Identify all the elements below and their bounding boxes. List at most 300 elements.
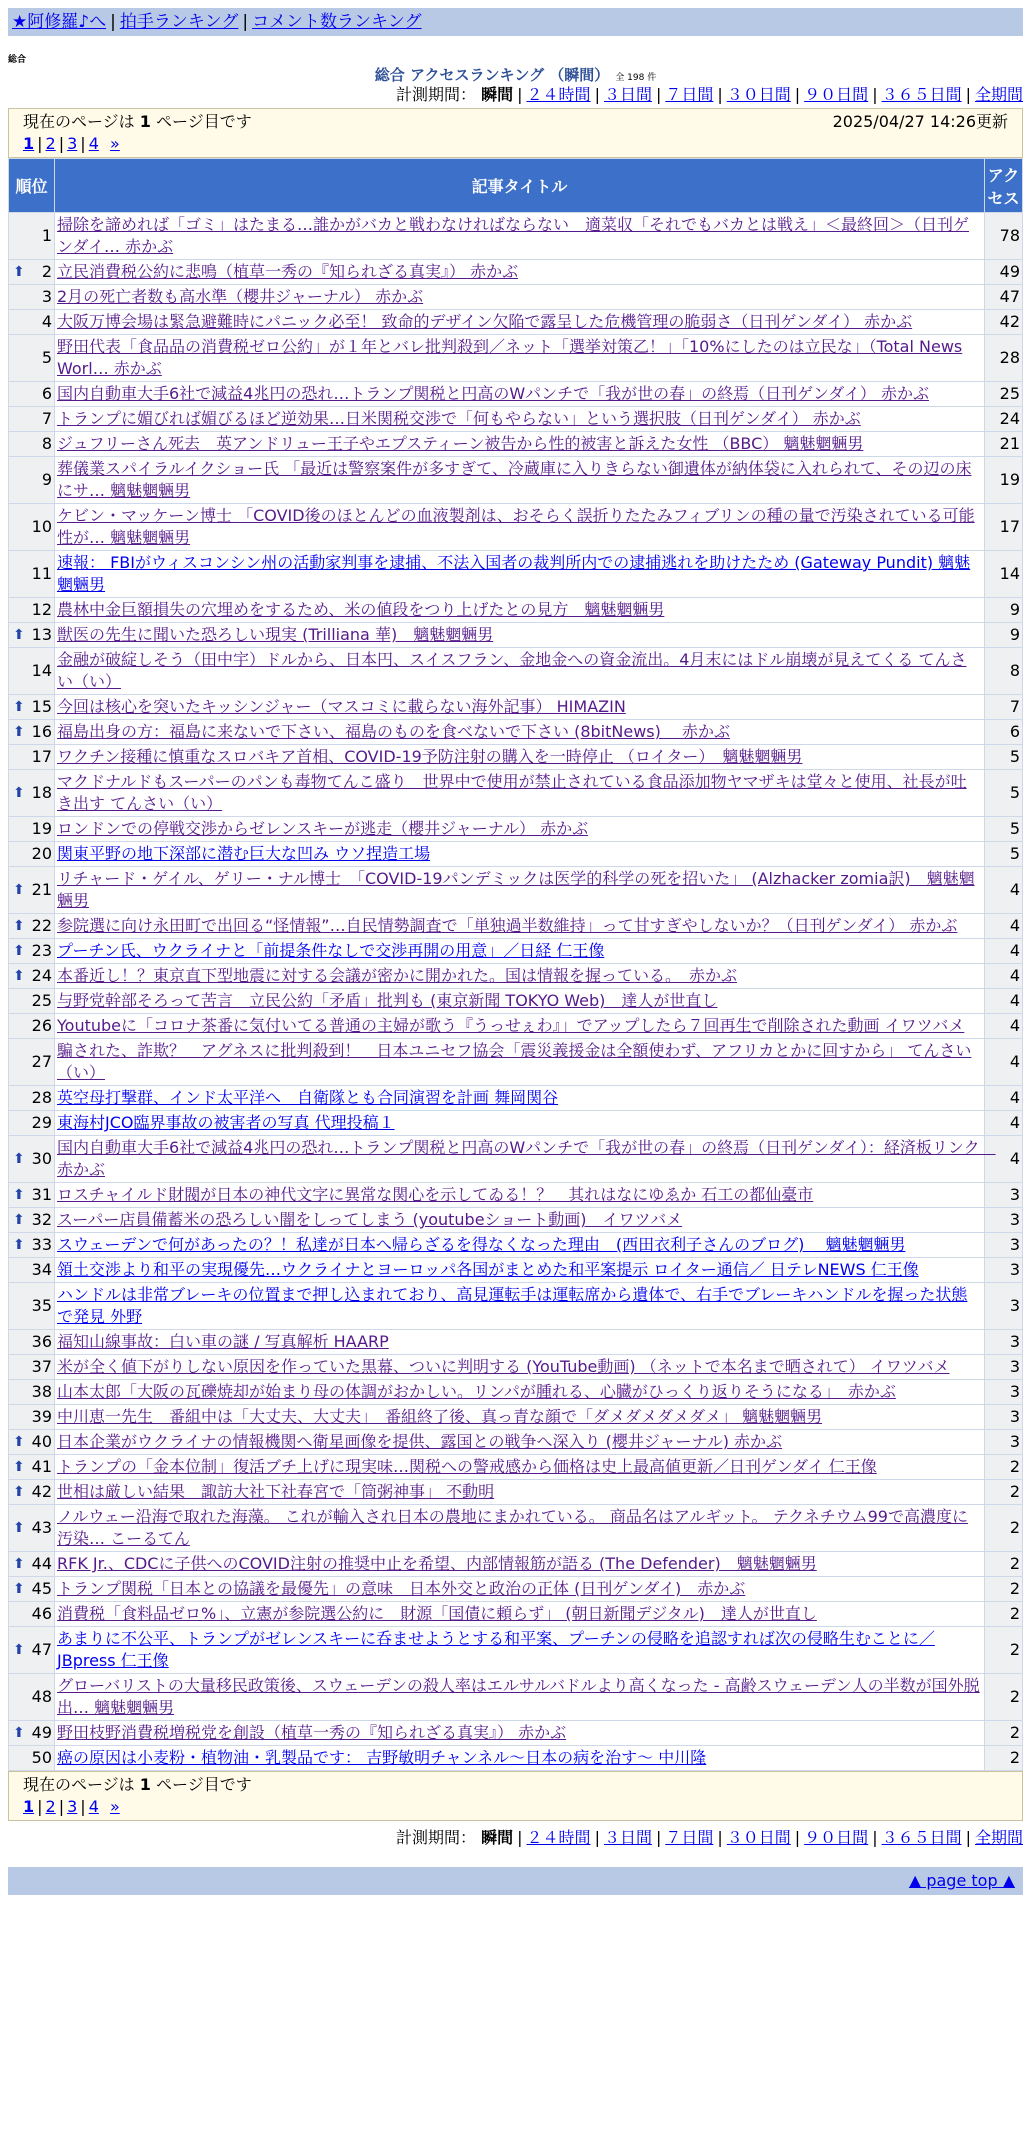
- rank-number: 3: [41, 287, 52, 306]
- article-link[interactable]: ジュフリーさん死去 英アンドリュー王子やエプスティーン被告から性的被害と訴えた女性 （BBC） 魑魅魍魎男: [57, 434, 864, 453]
- rank-cell: [9, 213, 55, 260]
- period-label: 計測期間：: [396, 85, 477, 104]
- table-row: [9, 914, 1023, 939]
- rank-cell: [9, 1721, 55, 1746]
- title-cell: [55, 432, 985, 457]
- table-row: [9, 1505, 1023, 1552]
- rank-number: 20: [31, 844, 52, 863]
- article-link[interactable]: 福知山線事故：白い車の謎 / 写真解析 HAARP: [57, 1332, 389, 1351]
- rank-number: 47: [31, 1640, 52, 1659]
- article-link[interactable]: トランプ関税「日本との協議を最優先」の意味 日本外交と政治の正体 (日刊ゲンダイ) 赤かぶ: [57, 1579, 746, 1598]
- article-link[interactable]: 野田枝野消費税増税党を創設（植草一秀の『知られざる真実』） 赤かぶ: [57, 1723, 567, 1742]
- rank-number: 15: [31, 697, 52, 716]
- rank-cell: [9, 842, 55, 867]
- title-cell: [55, 260, 985, 285]
- rank-number: 50: [31, 1748, 52, 1767]
- title-cell: [55, 720, 985, 745]
- title-cell: [55, 1430, 985, 1455]
- rank-cell: [9, 939, 55, 964]
- rank-cell: [9, 1183, 55, 1208]
- access-count: 4: [985, 914, 1023, 939]
- rank-number: 25: [31, 991, 52, 1010]
- access-count: 2: [985, 1746, 1023, 1771]
- rank-cell: [9, 1405, 55, 1430]
- title-cell: [55, 1208, 985, 1233]
- period-link[interactable]: 全期間: [974, 1828, 1023, 1847]
- rank-number: 9: [41, 470, 52, 489]
- col-access-header: アクセス: [985, 159, 1023, 213]
- title-cell: [55, 1111, 985, 1136]
- rank-number: 35: [31, 1296, 52, 1315]
- rank-cell: [9, 1627, 55, 1674]
- rank-number: 28: [31, 1088, 52, 1107]
- ranking-table: [8, 158, 1023, 1771]
- rank-number: 11: [31, 564, 52, 583]
- rank-number: 40: [31, 1432, 52, 1451]
- period-link[interactable]: ３日間: [603, 85, 652, 104]
- rank-cell: [9, 1330, 55, 1355]
- pagination: 1 | 2 | 3 | 4 »: [23, 134, 120, 153]
- title-cell: [55, 817, 985, 842]
- next-page-link[interactable]: »: [109, 1797, 120, 1816]
- access-count: 17: [985, 504, 1023, 551]
- article-link[interactable]: ロンドンでの停戦交渉からゼレンスキーが逃走（櫻井ジャーナル） 赤かぶ: [57, 819, 589, 838]
- access-count: 2: [985, 1577, 1023, 1602]
- rank-number: 30: [31, 1149, 52, 1168]
- title-cell: [55, 551, 985, 598]
- rank-up-icon: ⬆: [13, 1434, 25, 1450]
- period-link[interactable]: ９０日間: [804, 85, 869, 104]
- title-cell: [55, 842, 985, 867]
- period-link[interactable]: ７日間: [665, 1828, 714, 1847]
- rank-cell: [9, 770, 55, 817]
- access-count: 3: [985, 1283, 1023, 1330]
- rank-number: 38: [31, 1382, 52, 1401]
- updated-time: 2025/04/27 14:26更新: [832, 112, 1008, 131]
- rank-cell: [9, 1552, 55, 1577]
- title-cell: [55, 457, 985, 504]
- article-link[interactable]: 癌の原因は小麦粉・植物油・乳製品です： 吉野敏明チャンネル〜日本の病を治す〜 中川隆: [57, 1748, 707, 1767]
- article-link[interactable]: ノルウェー沿海で取れた海藻。 これが輸入され日本の農地にまかれている。 商品名はアルギット。 テクネチウム99で高濃度に汚染… こーるてん: [57, 1507, 968, 1548]
- article-link[interactable]: 与野党幹部そろって苦言 立民公約「矛盾」批判も (東京新聞 TOKYO Web) 達人が世直し: [57, 991, 718, 1010]
- period-link[interactable]: 全期間: [974, 85, 1023, 104]
- article-link[interactable]: 英空母打撃群、インド太平洋へ 自衛隊とも合同演習を計画 舞岡関谷: [57, 1088, 559, 1107]
- title-cell: [55, 382, 985, 407]
- top-nav: ★阿修羅♪へ | 拍手ランキング | コメント数ランキング: [8, 8, 1023, 36]
- access-count: 2: [985, 1627, 1023, 1674]
- page-link[interactable]: 3: [67, 134, 78, 153]
- access-count: 4: [985, 1039, 1023, 1086]
- rank-number: 21: [31, 880, 52, 899]
- article-link[interactable]: 東海村JCO臨界事故の被害者の写真 代理投稿１: [57, 1113, 395, 1132]
- rank-cell: [9, 1086, 55, 1111]
- title-cell: [55, 1746, 985, 1771]
- article-link[interactable]: 本番近し！？東京直下型地震に対する会議が密かに開かれた。国は情報を握っている。 赤かぶ: [57, 966, 738, 985]
- period-current: 瞬間: [481, 1828, 514, 1847]
- rank-number: 19: [31, 819, 52, 838]
- article-link[interactable]: 速報： FBIがウィスコンシン州の活動家判事を逮捕、不法入国者の裁判所内での逮捕逃れを助けたため (Gateway Pundit) 魑魅魍魎男: [57, 553, 971, 594]
- article-link[interactable]: 掃除を諦めれば「ゴミ」はたまる…誰かがバカと戦わなければならない 適菜収「それでもバカとは戦え」＜最終回＞（日刊ゲンダイ… 赤かぶ: [57, 215, 970, 256]
- rank-number: 7: [41, 409, 52, 428]
- page-title: [8, 64, 1023, 84]
- article-link[interactable]: 騙された、詐欺？ アグネスに批判殺到！ 日本ユニセフ協会「震災義援金は全額使わず、アフリカとかに回すから」 てんさい（い）: [57, 1041, 972, 1082]
- page-link[interactable]: 4: [88, 134, 99, 153]
- table-row: [9, 457, 1023, 504]
- title-cell: [55, 1480, 985, 1505]
- title-cell: [55, 1014, 985, 1039]
- article-link[interactable]: ロスチャイルド財閥が日本の神代文字に異常な関心を示してゐる！？ 其れはなにゆゑか 石工の都仙臺市: [57, 1185, 814, 1204]
- table-row: [9, 335, 1023, 382]
- period-link[interactable]: ３６５日間: [881, 1828, 962, 1847]
- article-link[interactable]: RFK Jr.、CDCに子供へのCOVID注射の推奨中止を希望、内部情報筋が語る (The Defender) 魑魅魍魎男: [57, 1554, 817, 1573]
- rank-up-icon: ⬆: [13, 1187, 25, 1203]
- title-cell: [55, 648, 985, 695]
- access-count: 3: [985, 1258, 1023, 1283]
- article-link[interactable]: 山本太郎「大阪の瓦礫焼却が始まり母の体調がおかしい。リンパが腫れる、心臓がひっくり返りそうになる」 赤かぶ: [57, 1382, 896, 1401]
- article-link[interactable]: プーチン氏、ウクライナと「前提条件なしで交渉再開の用意」／日経 仁王像: [57, 941, 605, 960]
- rank-cell: [9, 310, 55, 335]
- rank-number: 8: [41, 434, 52, 453]
- rank-number: 4: [41, 312, 52, 331]
- title-cell: [55, 310, 985, 335]
- rank-cell: [9, 695, 55, 720]
- table-row: [9, 1039, 1023, 1086]
- title-cell: [55, 1602, 985, 1627]
- rank-number: 48: [31, 1687, 52, 1706]
- access-count: 3: [985, 1405, 1023, 1430]
- period-link[interactable]: ３０日間: [726, 85, 791, 104]
- rank-up-icon: ⬆: [13, 918, 25, 934]
- article-link[interactable]: ハンドルは非常ブレーキの位置まで押し込まれており、高見運転手は運転席から遺体で、右手でブレーキハンドルを握った状態で発見 外野: [57, 1285, 968, 1326]
- title-cell: [55, 695, 985, 720]
- rank-number: 1: [41, 226, 52, 245]
- rank-up-icon: ⬆: [13, 1725, 25, 1741]
- article-link[interactable]: リチャード・ゲイル、ゲリー・ナル博士 「COVID-19パンデミックは医学的科学の死を招いた」 (Alzhacker zomia訳) 魑魅魍魎男: [57, 869, 975, 910]
- table-row: [9, 623, 1023, 648]
- table-row: [9, 1455, 1023, 1480]
- page-link-current[interactable]: 1: [23, 134, 35, 153]
- rank-cell: [9, 504, 55, 551]
- title-cell: [55, 1552, 985, 1577]
- article-link[interactable]: 国内自動車大手6社で減益4兆円の恐れ…トランプ関税と円高のWパンチで「我が世の春」の終焉（日刊ゲンダイ） 赤かぶ: [57, 384, 929, 403]
- table-row: [9, 1480, 1023, 1505]
- rank-up-icon: ⬆: [13, 785, 25, 801]
- rank-up-icon: ⬆: [13, 699, 25, 715]
- col-rank-header: 順位: [9, 159, 55, 213]
- article-link[interactable]: 中川恵一先生 番組中は「大丈夫、大丈夫」 番組終了後、真っ青な顔で「ダメダメダメダメ」 魑魅魍魎男: [57, 1407, 823, 1426]
- article-link[interactable]: 消費税「食料品ゼロ%」、立憲が参院選公約に 財源「国債に頼らず」 (朝日新聞デジタル) 達人が世直し: [57, 1604, 817, 1623]
- title-cell: [55, 745, 985, 770]
- total-count: 全 198 件: [615, 73, 657, 83]
- rank-number: 46: [31, 1604, 52, 1623]
- article-link[interactable]: トランプに媚びれば媚びるほど逆効果…日米関税交渉で「何もやらない」という選択肢（日刊ゲンダイ） 赤かぶ: [57, 409, 861, 428]
- title-cell: [55, 1577, 985, 1602]
- rank-number: 49: [31, 1723, 52, 1742]
- rank-cell: [9, 1208, 55, 1233]
- page-link[interactable]: 3: [67, 1797, 78, 1816]
- access-count: 2: [985, 1602, 1023, 1627]
- article-link[interactable]: 参院選に向け永田町で出回る“怪情報”…自民情勢調査で「単独過半数維持」って甘すぎやしないか？（日刊ゲンダイ） 赤かぶ: [57, 916, 958, 935]
- rank-number: 36: [31, 1332, 52, 1351]
- rank-cell: [9, 964, 55, 989]
- ranking-title: 総合 アクセスランキング （瞬間）: [374, 66, 610, 84]
- rank-number: 37: [31, 1357, 52, 1376]
- title-cell: [55, 1505, 985, 1552]
- comment-ranking-link[interactable]: コメント数ランキング: [252, 12, 422, 32]
- table-row: [9, 1602, 1023, 1627]
- rank-number: 33: [31, 1235, 52, 1254]
- access-count: 4: [985, 1136, 1023, 1183]
- rank-cell: [9, 457, 55, 504]
- article-link[interactable]: 米が全く値下がりしない原因を作っていた黒幕、ついに判明する (YouTube動画) （ネットで本名まで晒されて） イワツバメ: [57, 1357, 950, 1376]
- article-link[interactable]: 領土交渉より和平の実現優先…ウクライナとヨーロッパ各国がまとめた和平案提示 ロイター通信／ 日テレNEWS 仁王像: [57, 1260, 919, 1279]
- table-row: [9, 1233, 1023, 1258]
- access-count: 19: [985, 457, 1023, 504]
- title-cell: [55, 939, 985, 964]
- title-cell: [55, 598, 985, 623]
- rank-cell: [9, 914, 55, 939]
- article-link[interactable]: ワクチン接種に慎重なスロバキア首相、COVID-19予防注射の購入を一時停止 （ロイター） 魑魅魍魎男: [57, 747, 803, 766]
- title-cell: [55, 1136, 996, 1183]
- rank-cell: [9, 867, 55, 914]
- table-row: [9, 1208, 1023, 1233]
- rank-cell: [9, 260, 55, 285]
- table-row: [9, 1258, 1023, 1283]
- table-row: [9, 1183, 1023, 1208]
- article-link[interactable]: 今回は核心を突いたキッシンジャー（マスコミに載らない海外記事） HIMAZIN: [57, 697, 626, 716]
- access-count: 4: [985, 1086, 1023, 1111]
- table-row: [9, 504, 1023, 551]
- table-row: [9, 648, 1023, 695]
- rank-cell: [9, 1480, 55, 1505]
- period-link[interactable]: ３６５日間: [881, 85, 962, 104]
- title-cell: [55, 1233, 985, 1258]
- rank-up-icon: ⬆: [13, 1581, 25, 1597]
- article-link[interactable]: スーパー店員備蓄米の恐ろしい闇をしってしまう (youtubeショート動画) イワツバメ: [57, 1210, 683, 1229]
- rank-number: 16: [31, 722, 52, 741]
- access-count: 3: [985, 1208, 1023, 1233]
- table-row: [9, 1111, 1023, 1136]
- rank-number: 17: [31, 747, 52, 766]
- table-row: [9, 1405, 1023, 1430]
- title-cell: [55, 1627, 985, 1674]
- table-row: [9, 1627, 1023, 1674]
- access-count: 2: [985, 1552, 1023, 1577]
- rank-cell: [9, 382, 55, 407]
- col-title-header: 記事タイトル: [55, 159, 985, 213]
- title-cell: [55, 867, 985, 914]
- article-link[interactable]: スウェーデンで何があったの？！私達が日本へ帰らざるを得なくなった理由 (西田衣利子さんのブログ) 魑魅魍魎男: [57, 1235, 906, 1254]
- page-link[interactable]: 2: [45, 134, 56, 153]
- rank-number: 43: [31, 1518, 52, 1537]
- rank-cell: [9, 648, 55, 695]
- title-cell: [55, 504, 985, 551]
- rank-cell: [9, 1233, 55, 1258]
- rank-cell: [9, 1602, 55, 1627]
- rank-cell: [9, 1380, 55, 1405]
- title-cell: [55, 1258, 985, 1283]
- table-row: [9, 720, 1023, 745]
- article-link[interactable]: 獣医の先生に聞いた恐ろしい現実 (Trilliana 華) 魑魅魍魎男: [57, 625, 494, 644]
- table-row: [9, 745, 1023, 770]
- article-link[interactable]: 立民消費税公約に悲鳴（植草一秀の『知られざる真実』） 赤かぶ: [57, 262, 519, 281]
- access-count: 2: [985, 1505, 1023, 1552]
- period-selector-top: 計測期間： 瞬間 | ２４時間 | ３日間 | ７日間 | ３０日間 | ９０日間 | ３６５日間 | 全期間: [396, 85, 1023, 104]
- table-row: [9, 1136, 1023, 1183]
- next-page-link[interactable]: »: [109, 134, 120, 153]
- access-count: 4: [985, 939, 1023, 964]
- table-row: [9, 213, 1023, 260]
- rank-number: 13: [31, 625, 52, 644]
- period-link[interactable]: ９０日間: [804, 1828, 869, 1847]
- title-cell: [55, 285, 985, 310]
- clap-ranking-link[interactable]: 拍手ランキング: [119, 12, 239, 32]
- period-selector-bottom: 計測期間： 瞬間 | ２４時間 | ３日間 | ７日間 | ３０日間 | ９０日間 | ３６５日間 | 全期間: [396, 1828, 1023, 1847]
- current-page-text: 現在のページは 1 ページ目です: [23, 1775, 252, 1794]
- table-row: [9, 407, 1023, 432]
- table-row: [9, 551, 1023, 598]
- article-link[interactable]: マクドナルドもスーパーのパンも毒物てんこ盛り 世界中で使用が禁止されている食品添加物ヤマザキは堂々と使用、社長が吐き出す てんさい（い）: [57, 772, 967, 813]
- rank-cell: [9, 432, 55, 457]
- rank-number: 18: [31, 783, 52, 802]
- article-link[interactable]: 日本企業がウクライナの情報機関へ衛星画像を提供、露国との戦争へ深入り (櫻井ジャーナル) 赤かぶ: [57, 1432, 783, 1451]
- article-link[interactable]: 葬儀業スパイラルイクショー氏 「最近は警察案件が多すぎて、冷蔵庫に入りきらない御遺体が納体袋に入れられて、その辺の床にサ… 魑魅魍魎男: [57, 459, 972, 500]
- title-cell: [55, 1405, 985, 1430]
- article-link[interactable]: ケビン・マッケーン博士 「COVID後のほとんどの血液製剤は、おそらく誤折りたたみフィブリンの種の量で汚染されている可能性が… 魑魅魍魎男: [57, 506, 975, 547]
- rank-number: 12: [31, 600, 52, 619]
- rank-cell: [9, 1283, 55, 1330]
- rank-number: 39: [31, 1407, 52, 1426]
- table-row: [9, 1721, 1023, 1746]
- rank-cell: [9, 1111, 55, 1136]
- rank-number: 45: [31, 1579, 52, 1598]
- rank-cell: [9, 817, 55, 842]
- article-link[interactable]: 世相は厳しい結果 諏訪大社下社春宮で「筒粥神事」 不動明: [57, 1482, 495, 1501]
- access-count: 3: [985, 1183, 1023, 1208]
- article-link[interactable]: Youtubeに「コロナ茶番に気付いてる普通の主婦が歌う『うっせぇわ』」でアップしたら７回再生で削除された動画 イワツバメ: [57, 1016, 965, 1035]
- rank-number: 32: [31, 1210, 52, 1229]
- article-link[interactable]: 大阪万博会場は緊急避難時にパニック必至！ 致命的デザイン欠陥で露呈した危機管理の脆弱さ（日刊ゲンダイ） 赤かぶ: [57, 312, 913, 331]
- access-count: 7: [985, 695, 1023, 720]
- access-count: 14: [985, 551, 1023, 598]
- rank-cell: [9, 745, 55, 770]
- rank-up-icon: ⬆: [13, 724, 25, 740]
- rank-number: 22: [31, 916, 52, 935]
- page-top-link[interactable]: ▲ page top ▲: [908, 1871, 1015, 1890]
- article-link[interactable]: グローバリストの大量移民政策後、スウェーデンの殺人率はエルサルバドルより高くなった - 高齢スウェーデン人の半数が国外脱出… 魑魅魍魎男: [57, 1676, 980, 1717]
- footer-bar: [8, 1867, 1023, 1895]
- article-link[interactable]: 金融が破綻しそう（田中宇）ドルから、日本円、スイスフラン、金地金への資金流出。4月末にはドル崩壊が見えてくる てんさい（い）: [57, 650, 967, 691]
- title-cell: [55, 914, 985, 939]
- rank-cell: [9, 1577, 55, 1602]
- period-current: 瞬間: [481, 85, 514, 104]
- rank-cell: [9, 551, 55, 598]
- table-row: [9, 695, 1023, 720]
- access-count: 21: [985, 432, 1023, 457]
- rank-cell: [9, 989, 55, 1014]
- table-row: [9, 1674, 1023, 1721]
- article-link[interactable]: 関東平野の地下深部に潜む巨大な凹み ウソ捏造工場: [57, 844, 431, 863]
- access-count: 3: [985, 1430, 1023, 1455]
- title-cell: [55, 1086, 985, 1111]
- table-row: [9, 1086, 1023, 1111]
- title-cell: [55, 1283, 985, 1330]
- page-link-current[interactable]: 1: [23, 1797, 35, 1816]
- pagination: 1 | 2 | 3 | 4 »: [23, 1797, 120, 1816]
- table-row: [9, 939, 1023, 964]
- period-link[interactable]: ２４時間: [526, 1828, 591, 1847]
- rank-number: 42: [31, 1482, 52, 1501]
- rank-cell: [9, 1355, 55, 1380]
- period-link[interactable]: ３日間: [603, 1828, 652, 1847]
- rank-number: 29: [31, 1113, 52, 1132]
- table-row: [9, 770, 1023, 817]
- rank-number: 5: [41, 348, 52, 367]
- rank-up-icon: ⬆: [13, 943, 25, 959]
- rank-cell: [9, 335, 55, 382]
- home-link[interactable]: ★阿修羅♪へ: [12, 12, 107, 32]
- title-cell: [55, 989, 985, 1014]
- title-cell: [55, 1380, 985, 1405]
- period-link[interactable]: ２４時間: [526, 85, 591, 104]
- rank-up-icon: ⬆: [13, 1459, 25, 1475]
- table-row: [9, 1430, 1023, 1455]
- article-link[interactable]: 福島出身の方：福島に来ないで下さい、福島のものを食べないで下さい (8bitNews) 赤かぶ: [57, 722, 730, 741]
- title-cell: [55, 213, 985, 260]
- rank-up-icon: ⬆: [13, 1484, 25, 1500]
- rank-cell: [9, 1258, 55, 1283]
- period-link[interactable]: ７日間: [665, 85, 714, 104]
- article-link[interactable]: 国内自動車大手6社で減益4兆円の恐れ…トランプ関税と円高のWパンチで「我が世の春」の終焉（日刊ゲンダイ）：経済板リンク 赤かぶ: [57, 1138, 996, 1179]
- period-link[interactable]: ３０日間: [726, 1828, 791, 1847]
- rank-cell: [9, 1674, 55, 1721]
- access-count: 4: [985, 867, 1023, 914]
- access-count: 25: [985, 382, 1023, 407]
- current-page-text: 現在のページは 1 ページ目です: [23, 112, 252, 131]
- rank-number: 34: [31, 1260, 52, 1279]
- article-link[interactable]: トランプの「金本位制」復活ブチ上げに現実味…関税への警戒感から価格は史上最高値更新／日刊ゲンダイ 仁王像: [57, 1457, 877, 1476]
- access-count: 8: [985, 648, 1023, 695]
- table-row: [9, 285, 1023, 310]
- ranking-rows: [9, 213, 1023, 1771]
- rank-cell: [9, 623, 55, 648]
- rank-number: 10: [31, 517, 52, 536]
- period-label: 計測期間：: [396, 1828, 477, 1847]
- access-count: 3: [985, 1355, 1023, 1380]
- rank-up-icon: ⬆: [13, 1237, 25, 1253]
- table-row: [9, 260, 1023, 285]
- rank-up-icon: ⬆: [13, 1642, 25, 1658]
- title-cell: [55, 335, 985, 382]
- rank-cell: [9, 407, 55, 432]
- page-link[interactable]: 4: [88, 1797, 99, 1816]
- rank-number: 44: [31, 1554, 52, 1573]
- access-count: 28: [985, 335, 1023, 382]
- rank-up-icon: ⬆: [13, 1556, 25, 1572]
- article-link[interactable]: 野田代表「食品品の消費税ゼロ公約」が１年とバレ批判殺到／ネット「選挙対策乙！」「10%にしたのは立民な」（Total News Worl… 赤かぶ: [57, 337, 963, 378]
- access-count: 5: [985, 842, 1023, 867]
- article-link[interactable]: あまりに不公平、トランプがゼレンスキーに呑ませようとする和平案、プーチンの侵略を追認すれば次の侵略生むことに／JBpress 仁王像: [57, 1629, 935, 1670]
- article-link[interactable]: 2月の死亡者数も高水準（櫻井ジャーナル） 赤かぶ: [57, 287, 424, 306]
- rank-number: 14: [31, 661, 52, 680]
- table-row: [9, 310, 1023, 335]
- table-row: [9, 964, 1023, 989]
- title-cell: [55, 964, 985, 989]
- rank-cell: [9, 1136, 55, 1183]
- page-link[interactable]: 2: [45, 1797, 56, 1816]
- title-cell: [55, 1183, 985, 1208]
- article-link[interactable]: 農林中金巨額損失の穴埋めをするため、米の値段をつり上げたとの見方 魑魅魍魎男: [57, 600, 665, 619]
